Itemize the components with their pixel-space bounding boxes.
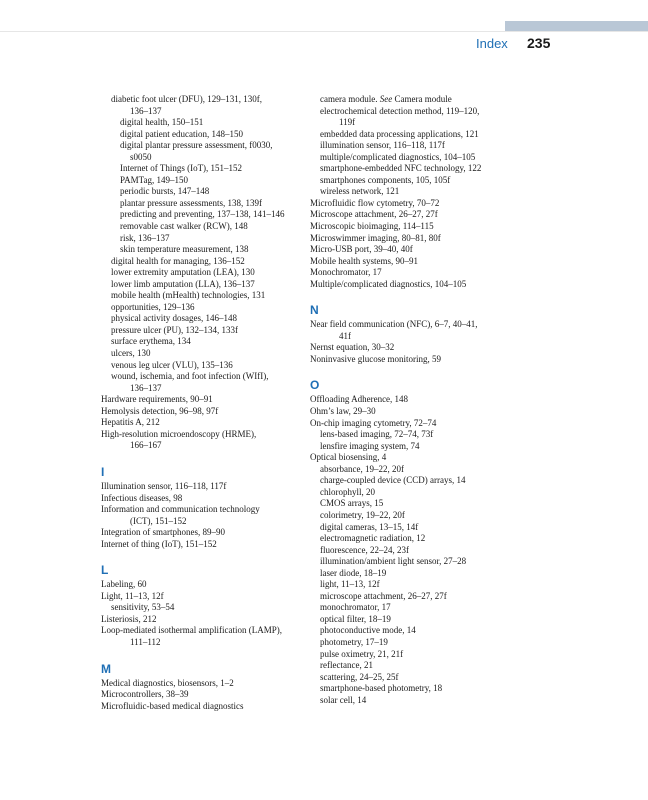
index-entry: Micro-USB port, 39–40, 40f [310, 244, 413, 255]
index-subentry: electrochemical detection method, 119–120, [320, 105, 480, 116]
index-subentry: 166–167 [130, 440, 162, 451]
running-header-title: Index [476, 36, 508, 51]
index-subentry: illumination sensor, 116–118, 117f [320, 140, 445, 151]
index-subentry: predicting and preventing, 137–138, 141–146 [120, 209, 285, 220]
index-entry: Mobile health systems, 90–91 [310, 255, 418, 266]
index-entry: Infectious diseases, 98 [101, 492, 183, 503]
index-subentry: Internet of Things (IoT), 151–152 [120, 163, 243, 174]
index-entry: Near field communication (NFC), 6–7, 40–41, [310, 319, 478, 330]
index-entry: Hemolysis detection, 96–98, 97f [101, 405, 219, 416]
index-subentry: pressure ulcer (PU), 132–134, 133f [111, 324, 238, 335]
index-entry: Illumination sensor, 116–118, 117f [101, 480, 227, 491]
index-entry: Loop-mediated isothermal amplification (LAMP), [101, 625, 282, 636]
index-entry: Hepatitis A, 212 [101, 417, 160, 428]
index-subentry: diabetic foot ulcer (DFU), 129–131, 130f, [111, 94, 262, 104]
index-subentry: lens-based imaging, 72–74, 73f [320, 429, 434, 440]
index-entry: Optical biosensing, 4 [310, 452, 387, 463]
index-subentry: PAMTag, 149–150 [120, 174, 189, 185]
index-subentry: photometry, 17–19 [320, 636, 388, 647]
index-entry: Microscopic bioimaging, 114–115 [310, 221, 434, 232]
index-entry: On-chip imaging cytometry, 72–74 [310, 417, 437, 428]
index-subentry: skin temperature measurement, 138 [120, 244, 249, 255]
index-subentry: 41f [339, 330, 351, 341]
index-letter-heading: M [101, 661, 111, 676]
index-subentry: embedded data processing applications, 121 [320, 128, 479, 139]
index-subentry: CMOS arrays, 15 [320, 498, 384, 509]
index-subentry: digital plantar pressure assessment, f0030, [120, 140, 273, 151]
index-entry: Monochromator, 17 [310, 267, 382, 278]
index-subentry: lensfire imaging system, 74 [320, 440, 420, 451]
index-subentry: illumination/ambient light sensor, 27–28 [320, 556, 467, 567]
index-subentry: wound, ischemia, and foot infection (WIfI), [111, 371, 269, 382]
index-subentry: smartphone-based photometry, 18 [320, 683, 443, 694]
index-subentry: colorimetry, 19–22, 20f [320, 509, 405, 520]
index-entry: Microscope attachment, 26–27, 27f [310, 209, 438, 220]
index-subentry: lower limb amputation (LLA), 136–137 [111, 278, 255, 289]
index-subentry: 119f [339, 117, 356, 128]
index-column-right [310, 94, 520, 706]
index-entry: Ohm’s law, 29–30 [310, 406, 376, 417]
index-subentry: fluorescence, 22–24, 23f [320, 544, 409, 555]
index-subentry: wireless network, 121 [320, 186, 400, 197]
index-entry: Multiple/complicated diagnostics, 104–105 [310, 278, 467, 289]
index-entry: Medical diagnostics, biosensors, 1–2 [101, 677, 234, 688]
index-subentry: venous leg ulcer (VLU), 135–136 [111, 359, 233, 370]
index-entry: Hardware requirements, 90–91 [101, 394, 213, 405]
index-subentry: photoconductive mode, 14 [320, 625, 416, 636]
index-subentry: chlorophyll, 20 [320, 486, 375, 497]
index-subentry: digital cameras, 13–15, 14f [320, 521, 419, 532]
index-subentry: 136–137 [130, 382, 162, 393]
index-subentry: pulse oximetry, 21, 21f [320, 648, 404, 659]
index-entry: Listeriosis, 212 [101, 613, 157, 624]
index-subentry: optical filter, 18–19 [320, 613, 391, 624]
index-entry: High-resolution microendoscopy (HRME), [101, 428, 257, 439]
index-subentry: microscope attachment, 26–27, 27f [320, 590, 447, 601]
index-subentry: mobile health (mHealth) technologies, 131 [111, 290, 266, 301]
index-subentry: risk, 136–137 [120, 232, 170, 243]
index-subentry: absorbance, 19–22, 20f [320, 463, 404, 474]
index-entry: Light, 11–13, 12f [101, 590, 164, 601]
index-subentry: removable cast walker (RCW), 148 [120, 221, 248, 232]
index-cross-reference: camera module. See Camera module [320, 94, 452, 104]
index-column-left [101, 94, 301, 712]
index-subentry: physical activity dosages, 146–148 [111, 313, 237, 324]
index-subentry: (ICT), 151–152 [130, 515, 187, 526]
index-subentry: smartphone-embedded NFC technology, 122 [320, 163, 482, 174]
index-entry: Information and communication technology [101, 504, 260, 515]
index-subentry: electromagnetic radiation, 12 [320, 533, 426, 544]
index-subentry: ulcers, 130 [111, 348, 151, 359]
index-entry: Offloading Adherence, 148 [310, 394, 409, 405]
index-subentry: surface erythema, 134 [111, 336, 191, 347]
index-subentry: reflectance, 21 [320, 660, 373, 671]
index-subentry: s0050 [130, 151, 152, 162]
index-entry: Noninvasive glucose monitoring, 59 [310, 353, 441, 364]
index-subentry: solar cell, 14 [320, 694, 367, 705]
index-subentry: periodic bursts, 147–148 [120, 186, 210, 197]
index-entry: Internet of thing (IoT), 151–152 [101, 538, 217, 549]
index-entry: Microfluidic-based medical diagnostics [101, 700, 244, 711]
index-subentry: laser diode, 18–19 [320, 567, 387, 578]
index-letter-heading: L [101, 563, 109, 578]
index-subentry: monochromator, 17 [320, 602, 391, 613]
index-subentry: 111–112 [130, 636, 161, 647]
header-rule [0, 31, 648, 32]
page-number: 235 [527, 35, 551, 51]
index-subentry: digital patient education, 148–150 [120, 128, 243, 139]
index-subentry: 136–137 [130, 105, 162, 116]
index-entry: Integration of smartphones, 89–90 [101, 527, 225, 538]
index-entry: Microswimmer imaging, 80–81, 80f [310, 232, 441, 243]
index-entry: Microcontrollers, 38–39 [101, 689, 189, 700]
index-subentry: light, 11–13, 12f [320, 579, 380, 590]
index-entry: Labeling, 60 [101, 579, 147, 590]
index-entry: Nernst equation, 30–32 [310, 342, 395, 353]
index-subentry: plantar pressure assessments, 138, 139f [120, 197, 262, 208]
index-entry: Microfluidic flow cytometry, 70–72 [310, 197, 440, 208]
index-subentry: scattering, 24–25, 25f [320, 671, 399, 682]
index-subentry: sensitivity, 53–54 [111, 602, 175, 613]
index-letter-heading: O [310, 378, 320, 393]
index-subentry: digital health for managing, 136–152 [111, 255, 245, 266]
index-letter-heading: N [310, 303, 319, 318]
index-subentry: smartphones components, 105, 105f [320, 174, 451, 185]
index-subentry: digital health, 150–151 [120, 117, 204, 128]
index-subentry: multiple/complicated diagnostics, 104–105 [320, 151, 476, 162]
index-subentry: lower extremity amputation (LEA), 130 [111, 267, 255, 278]
index-letter-heading: I [101, 464, 105, 479]
index-subentry: charge-coupled device (CCD) arrays, 14 [320, 475, 466, 486]
index-subentry: opportunities, 129–136 [111, 301, 195, 312]
